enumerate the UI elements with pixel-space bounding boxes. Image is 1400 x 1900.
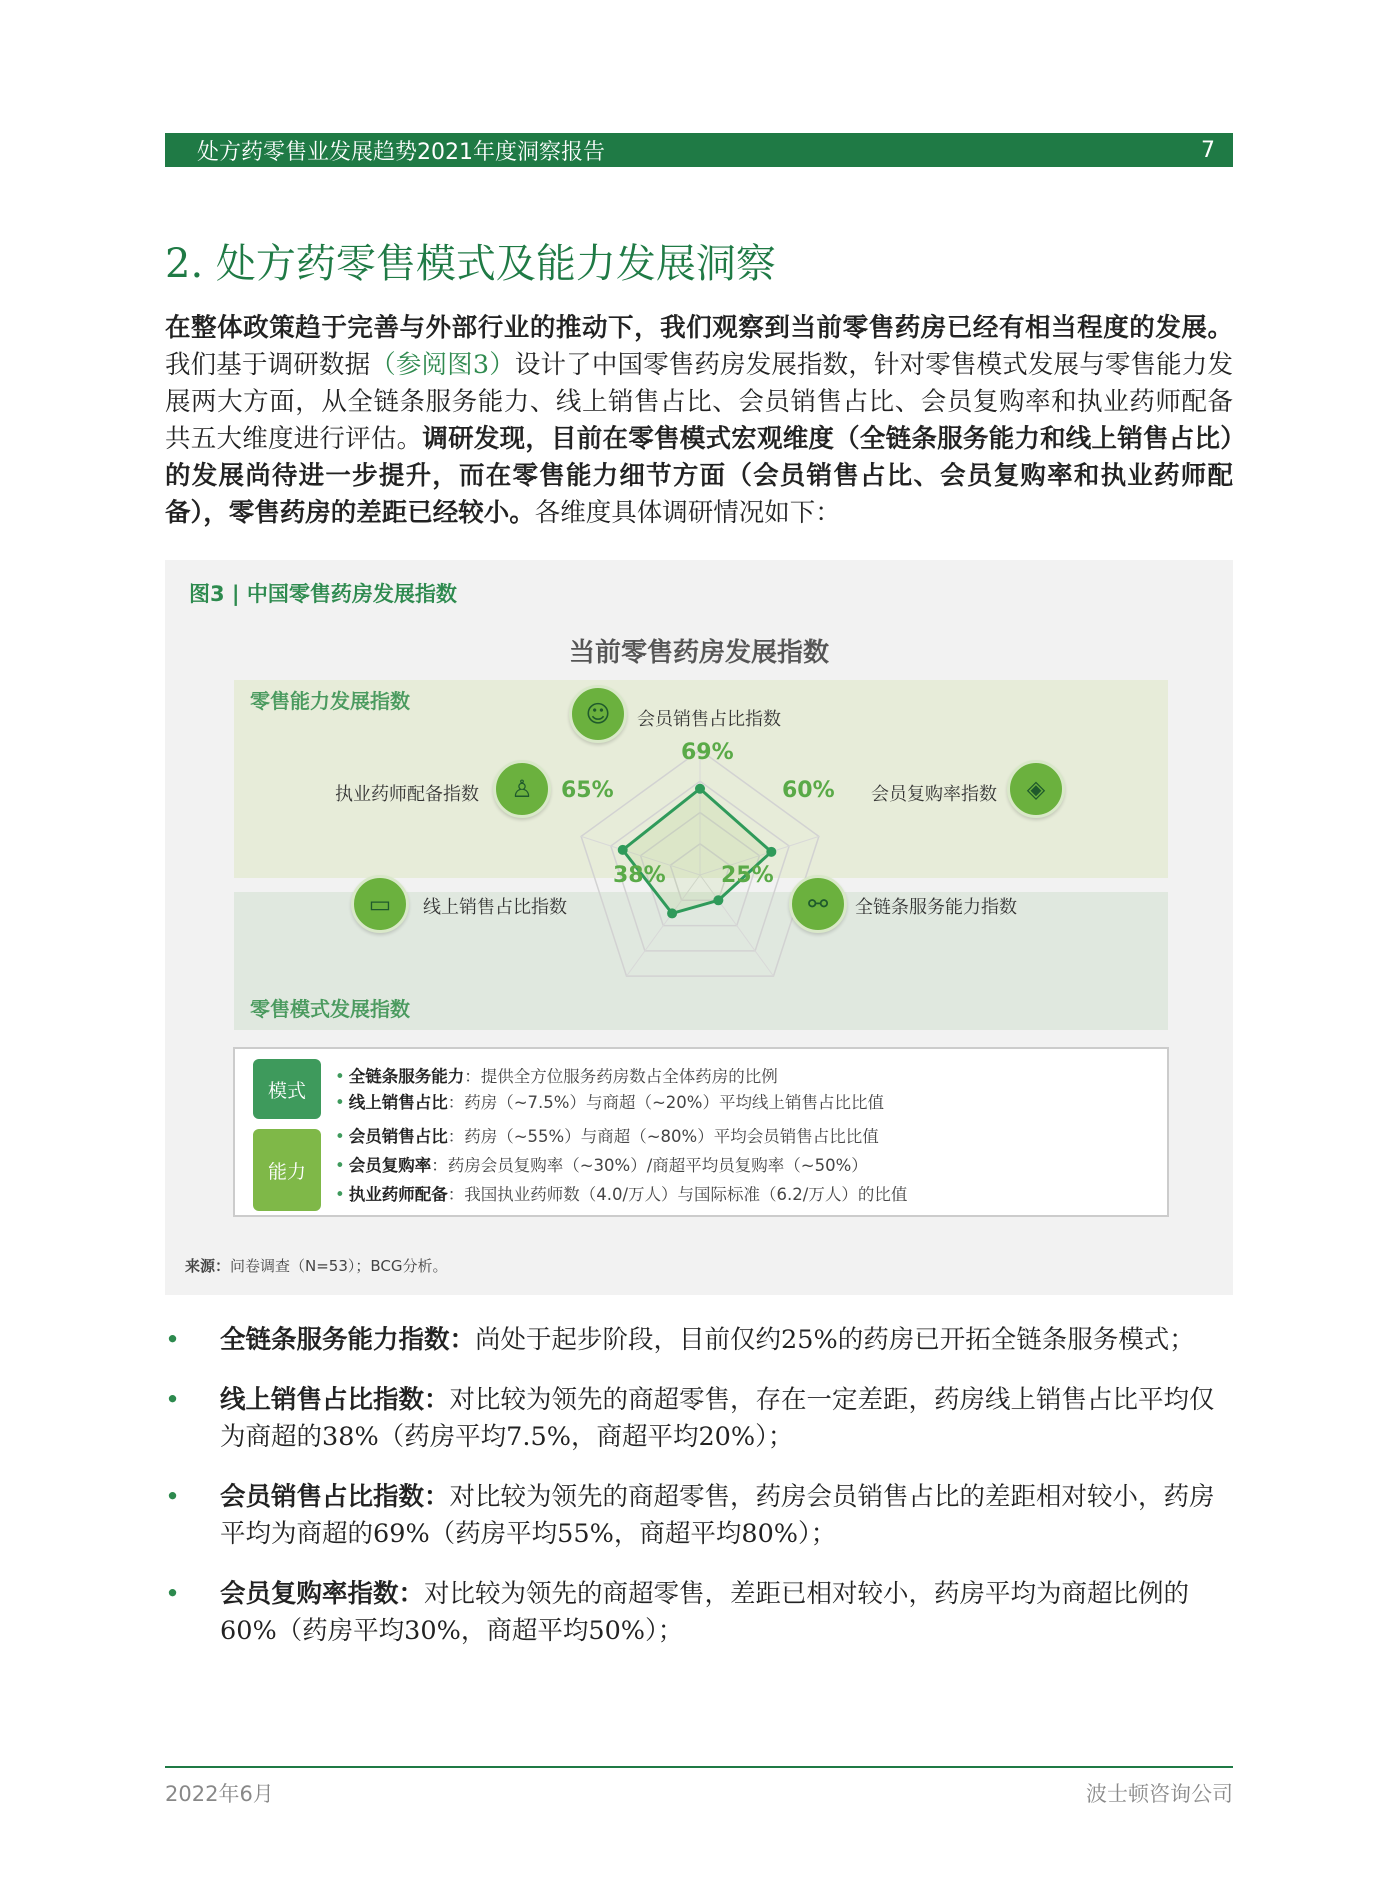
figure-panel <box>165 560 1233 1295</box>
radar-point <box>713 895 723 905</box>
radar-point <box>695 784 705 794</box>
header-bar <box>165 133 1233 167</box>
member-sales-label: 会员销售占比指数 <box>637 709 781 730</box>
radar-point <box>618 845 628 855</box>
footer-rule <box>165 1766 1233 1768</box>
repurchase-label: 会员复购率指数 <box>871 784 997 805</box>
repurchase-pct: 60% <box>782 778 835 803</box>
legend-line: • 线上销售占比：药房（~7.5%）与商超（~20%）平均线上销售占比比值 <box>335 1093 884 1112</box>
figure-label: 图3 | 中国零售药房发展指数 <box>189 582 457 606</box>
fullchain-label: 全链条服务能力指数 <box>855 897 1017 918</box>
online-sales-label: 线上销售占比指数 <box>423 897 567 918</box>
fullchain-pct: 25% <box>721 863 774 888</box>
footer-company: 波士顿咨询公司 <box>1086 1782 1233 1806</box>
member-sales-pct: 69% <box>681 740 734 765</box>
mode-tag: 模式 <box>253 1059 321 1119</box>
chart-title: 当前零售药房发展指数 <box>568 638 829 668</box>
chain-icon: ⚯ <box>789 875 847 933</box>
ability-tag: 能力 <box>253 1129 321 1211</box>
online-sales-pct: 38% <box>613 863 666 888</box>
legend-line: • 全链条服务能力：提供全方位服务药房数占全体药房的比例 <box>335 1067 778 1086</box>
radar-series-line <box>623 789 772 914</box>
list-item: • 线上销售占比指数：对比较为领先的商超零售，存在一定差距，药房线上销售占比平均仅为商超的38%（药房平均7.5%，商超平均20%）； <box>165 1385 1215 1452</box>
findings-list <box>165 1322 1233 1673</box>
intro-text-b: 设计了中国零售药房发展指数，针对零售模式发展与零售能力发展两大方面，从全链条服务能力、线上销售占比、会员销售占比、会员复购率和执业药师配备共五大维度进行评估。 <box>165 350 1233 454</box>
legend-line: • 执业药师配备：我国执业药师数（4.0/万人）与国际标准（6.2/万人）的比值 <box>335 1185 908 1204</box>
pharmacist-label: 执业药师配备指数 <box>335 784 479 805</box>
definition-legend <box>233 1047 1169 1217</box>
intro-paragraph <box>165 310 1233 532</box>
legend-line: • 会员复购率：药房会员复购率（~30%）/商超平均员复购率（~50%） <box>335 1156 868 1175</box>
ability-band-label: 零售能力发展指数 <box>250 689 410 713</box>
page-number: 7 <box>1201 137 1215 163</box>
radar-point <box>766 847 776 857</box>
radar-point <box>667 908 677 918</box>
pharmacist-icon: ♙ <box>493 760 551 818</box>
legend-line: • 会员销售占比：药房（~55%）与商超（~80%）平均会员销售占比比值 <box>335 1127 879 1146</box>
diamond-icon: ◈ <box>1007 760 1065 818</box>
radar-chart <box>565 735 835 1005</box>
monitor-icon: ▭ <box>351 875 409 933</box>
intro-bold-1: 在整体政策趋于完善与外部行业的推动下，我们观察到当前零售药房已经有相当程度的发展。 <box>165 313 1233 343</box>
intro-text-c: 各维度具体调研情况如下： <box>534 498 841 528</box>
pharmacist-pct: 65% <box>561 778 614 803</box>
figure-reference: （参阅图3） <box>370 350 515 380</box>
user-icon: ☺ <box>569 685 627 743</box>
footer-date: 2022年6月 <box>165 1782 274 1806</box>
mode-band-label: 零售模式发展指数 <box>250 997 410 1021</box>
list-item: • 会员销售占比指数：对比较为领先的商超零售，药房会员销售占比的差距相对较小，药房平均为商超的69%（药房平均55%，商超平均80%）； <box>165 1482 1215 1549</box>
list-item: • 全链条服务能力指数：尚处于起步阶段，目前仅约25%的药房已开拓全链条服务模式； <box>165 1325 1195 1355</box>
report-title: 处方药零售业发展趋势2021年度洞察报告 <box>197 139 605 165</box>
intro-bold-2: 调研发现，目前在零售模式宏观维度（全链条服务能力和线上销售占比）的发展尚待进一步提升，而在零售能力细节方面（会员销售占比、会员复购率和执业药师配备），零售药房的差距已经较小。 <box>165 424 1233 528</box>
figure-source: 来源：问卷调查（N=53）；BCG分析。 <box>185 1257 448 1275</box>
list-item: • 会员复购率指数：对比较为领先的商超零售，差距已相对较小，药房平均为商超比例的60%（药房平均30%，商超平均50%）； <box>165 1579 1190 1646</box>
intro-text-a: 我们基于调研数据 <box>165 350 371 380</box>
section-title: 2. 处方药零售模式及能力发展洞察 <box>165 241 776 287</box>
